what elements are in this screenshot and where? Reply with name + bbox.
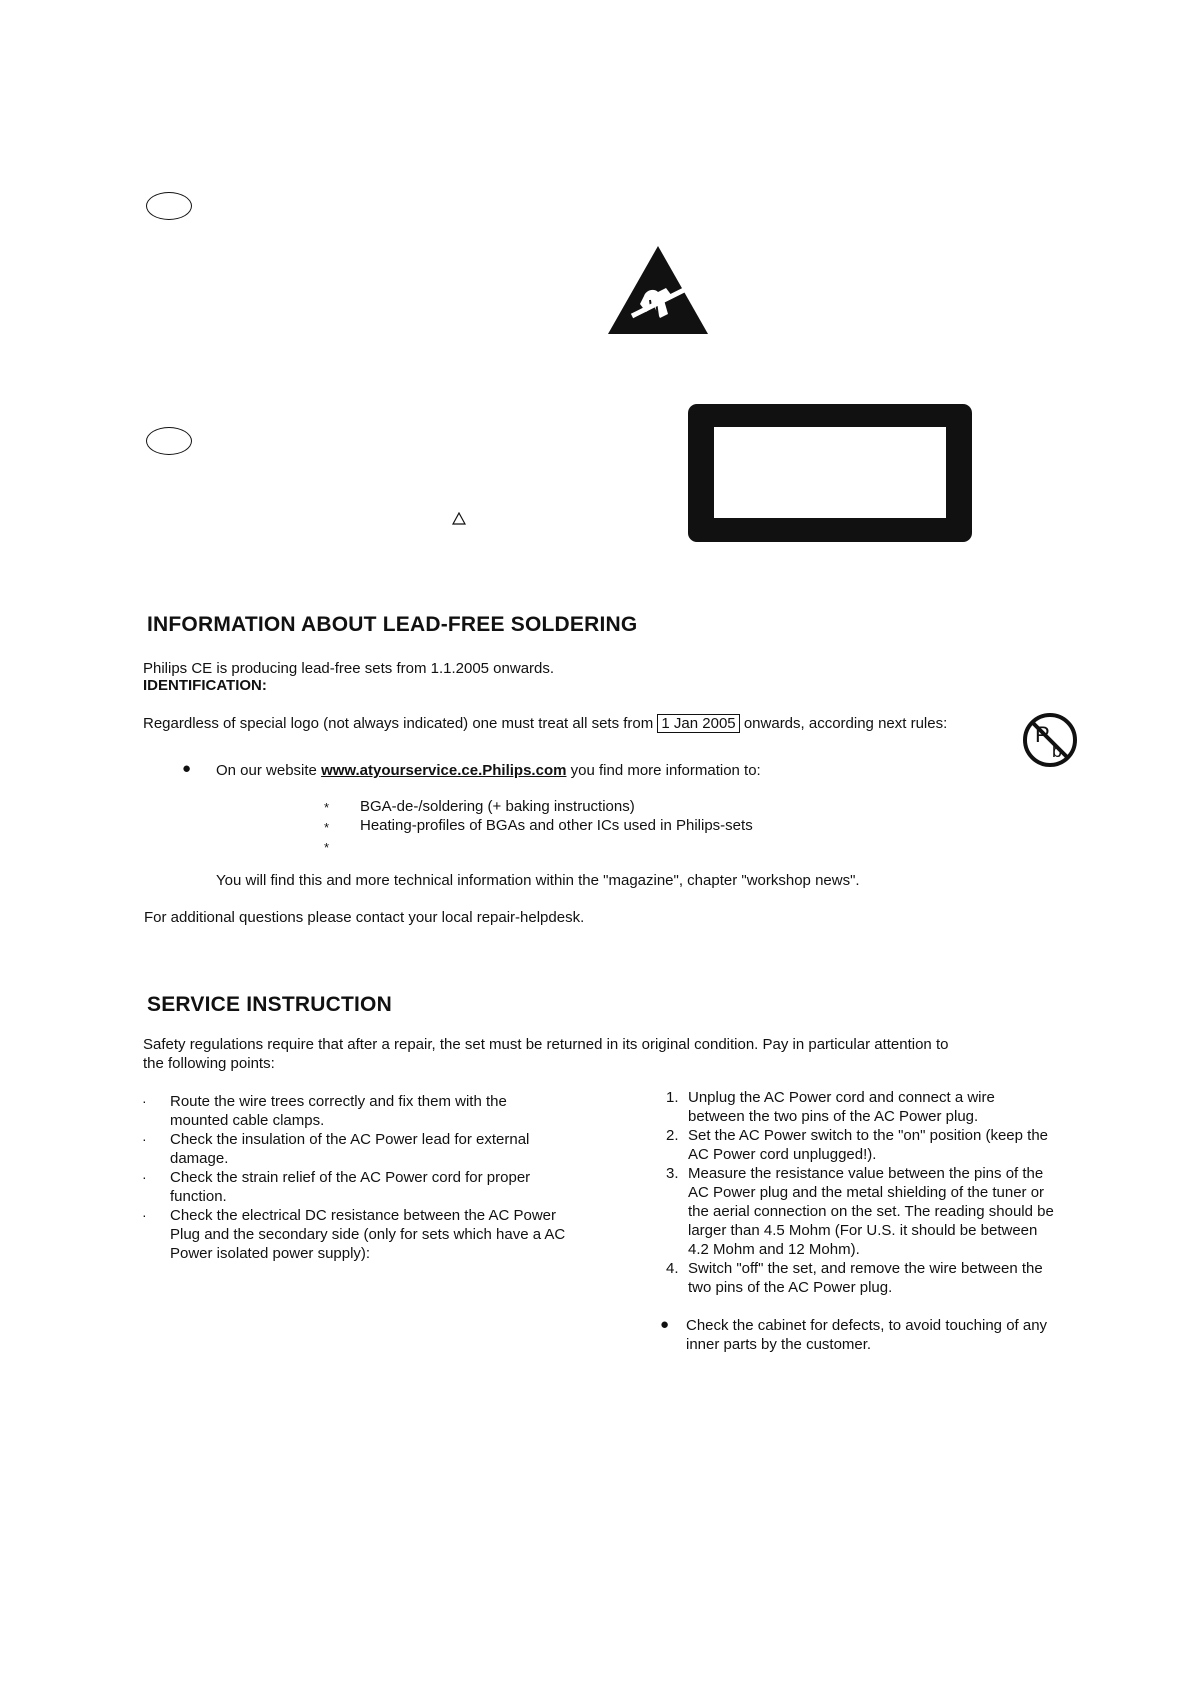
- identification-rule: [143, 714, 947, 733]
- check-item-1-line-2: mounted cable clamps.: [170, 1112, 325, 1129]
- lead-free-intro: Philips CE is producing lead-free sets from 1.1.2005 onwards.: [143, 660, 555, 677]
- check-item-3-line-1: Check the strain relief of the AC Power cord for proper: [170, 1169, 531, 1186]
- check-item-1-line-1: Route the wire trees correctly and fix them with the: [170, 1093, 507, 1110]
- step-3-line-1: Measure the resistance value between the pins of the: [688, 1165, 1044, 1182]
- step-2-line-2: AC Power cord unplugged!).: [688, 1146, 877, 1163]
- service-intro-line1: Safety regulations require that after a repair, the set must be returned in its original condition. Pay in particular attention to: [143, 1036, 949, 1053]
- step-1-line-2: between the two pins of the AC Power plug.: [688, 1108, 979, 1125]
- check-bullet-3: ·: [142, 1169, 147, 1185]
- identification-label: IDENTIFICATION:: [143, 677, 267, 694]
- step-3-line-4: larger than 4.5 Mohm (For U.S. it should be between: [688, 1222, 1038, 1239]
- check-item-4-line-3: Power isolated power supply):: [170, 1245, 371, 1262]
- website-line: [216, 761, 761, 780]
- step-4-line-1: Switch "off" the set, and remove the wire between the: [688, 1260, 1043, 1277]
- check-item-4-line-2: Plug and the secondary side (only for sets which have a AC: [170, 1226, 566, 1243]
- contact-note: For additional questions please contact your local repair-helpdesk.: [144, 909, 585, 926]
- website-bullet: ●: [182, 760, 192, 777]
- website-link[interactable]: www.atyourservice.ce.Philips.com: [321, 762, 567, 779]
- sub-item-star-3: *: [324, 840, 330, 855]
- step-4-line-2: two pins of the AC Power plug.: [688, 1279, 893, 1296]
- service-intro-line2: the following points:: [143, 1055, 275, 1072]
- step-3-number: 3.: [666, 1165, 679, 1182]
- sub-item-star-2: *: [324, 820, 330, 835]
- check-item-4-line-1: Check the electrical DC resistance between the AC Power: [170, 1207, 557, 1224]
- step-1-line-1: Unplug the AC Power cord and connect a wire: [688, 1089, 995, 1106]
- sub-item-2: Heating-profiles of BGAs and other ICs used in Philips-sets: [360, 817, 753, 834]
- check-bullet-4: ·: [142, 1207, 147, 1223]
- check-bullet-2: ·: [142, 1131, 147, 1147]
- step-3-line-2: AC Power plug and the metal shielding of the tuner or: [688, 1184, 1045, 1201]
- magazine-note: You will find this and more technical information within the "magazine", chapter "workshop news".: [216, 872, 860, 889]
- check-item-2-line-2: damage.: [170, 1150, 229, 1167]
- triangle-symbol-icon: [452, 512, 466, 525]
- svg-text:P: P: [1035, 722, 1050, 747]
- blank-oval-marker-top: [146, 192, 192, 220]
- website-suffix: you find more information to:: [570, 762, 761, 779]
- rule-date-box: 1 Jan 2005: [657, 714, 739, 733]
- blank-label-frame: [688, 404, 972, 542]
- step-4-number: 4.: [666, 1260, 679, 1277]
- check-bullet-1: ·: [142, 1093, 147, 1109]
- service-heading: SERVICE INSTRUCTION: [147, 993, 392, 1016]
- step-2-line-1: Set the AC Power switch to the "on" position (keep the: [688, 1127, 1049, 1144]
- website-prefix: On our website: [216, 762, 317, 779]
- sub-item-1: BGA-de-/soldering (+ baking instructions): [360, 798, 635, 815]
- step-1-number: 1.: [666, 1089, 679, 1106]
- sub-item-star-1: *: [324, 800, 330, 815]
- lead-free-pb-logo-icon: [1022, 712, 1078, 768]
- check-item-3-line-2: function.: [170, 1188, 227, 1205]
- cabinet-line-2: inner parts by the customer.: [686, 1336, 872, 1353]
- step-2-number: 2.: [666, 1127, 679, 1144]
- rule-suffix: onwards, according next rules:: [743, 715, 948, 732]
- lead-free-heading: INFORMATION ABOUT LEAD-FREE SOLDERING: [147, 613, 638, 636]
- cabinet-line-1: Check the cabinet for defects, to avoid touching of any: [686, 1317, 1048, 1334]
- svg-text:b: b: [1052, 741, 1063, 761]
- step-3-line-3: the aerial connection on the set. The reading should be: [688, 1203, 1054, 1220]
- esd-warning-icon: [606, 244, 710, 336]
- check-item-2-line-1: Check the insulation of the AC Power lead for external: [170, 1131, 530, 1148]
- cabinet-bullet: ●: [660, 1316, 670, 1333]
- rule-prefix: Regardless of special logo (not always indicated) one must treat all sets from: [143, 715, 654, 732]
- step-3-line-5: 4.2 Mohm and 12 Mohm).: [688, 1241, 860, 1258]
- blank-oval-marker-bottom: [146, 427, 192, 455]
